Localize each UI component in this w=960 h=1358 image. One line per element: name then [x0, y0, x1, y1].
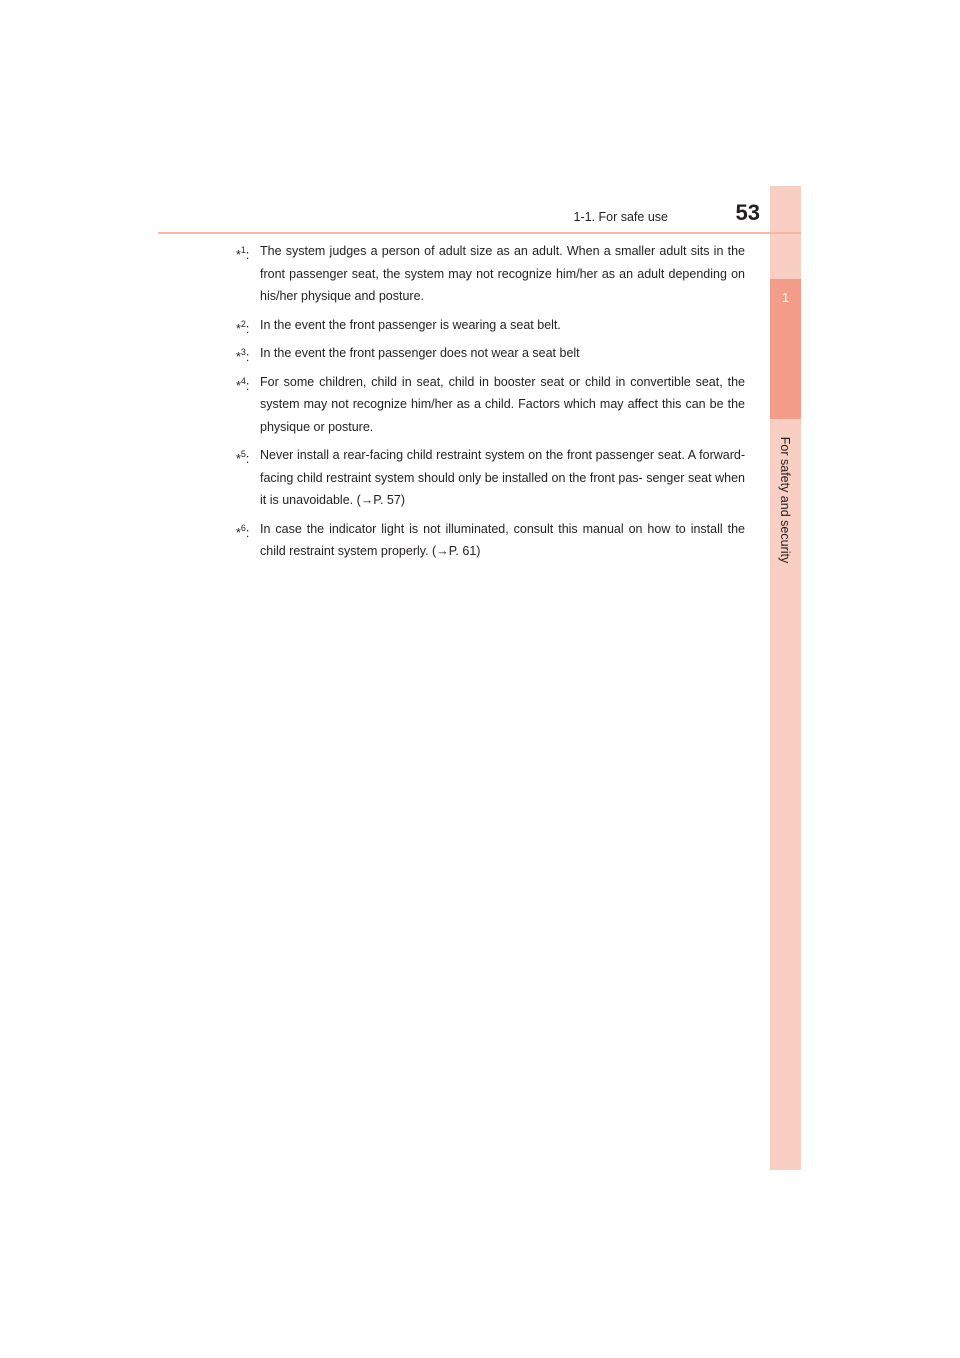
footnote-marker: *$^3$:	[236, 347, 250, 365]
footnote	[236, 444, 745, 512]
footnote-marker: *$^5$:	[236, 449, 250, 467]
footnote-text: The system judges a person of adult size as an adult. When a smaller adult sits in the front passenger seat, the system may not recognize him/her as an adult depending on his/her physique and posture.	[260, 244, 745, 303]
chapter-number: 1	[781, 290, 790, 305]
footnote-marker: *$^1$:	[236, 245, 250, 263]
footnote-list	[236, 240, 745, 569]
chapter-title: For safety and security	[778, 436, 792, 564]
section-title: 1-1. For safe use	[573, 210, 668, 224]
footnote-marker: *$^4$:	[236, 375, 250, 393]
footnote-marker: *$^6$:	[236, 522, 250, 540]
footnote-text: In the event the front passenger does not wear a seat belt	[260, 346, 580, 360]
footnote-text: In the event the front passenger is wearing a seat belt.	[260, 317, 561, 332]
footnote-text: For some children, child in seat, child in booster seat or child in convertible seat, the system may not recognize him/her as a child. Factors which may affect this can be the physique or posture.	[260, 374, 745, 434]
footnote	[236, 371, 745, 439]
footnote	[236, 518, 745, 563]
header-rule	[158, 232, 801, 234]
page-number: 53	[735, 200, 760, 225]
footnote	[236, 342, 745, 365]
footnote-marker: *$^2$:	[236, 318, 250, 336]
footnote-text: Never install a rear-facing child restraint system on the front passenger seat. A forward-facing child restraint system should only be installed on the front pas- senger seat when it is unavoidable. (→P. 57)	[260, 448, 745, 507]
footnote-text: In case the indicator light is not illuminated, consult this manual on how to install the child restraint system properly. (→P. 61)	[260, 521, 745, 558]
footnote	[236, 314, 745, 337]
footnote	[236, 240, 745, 308]
